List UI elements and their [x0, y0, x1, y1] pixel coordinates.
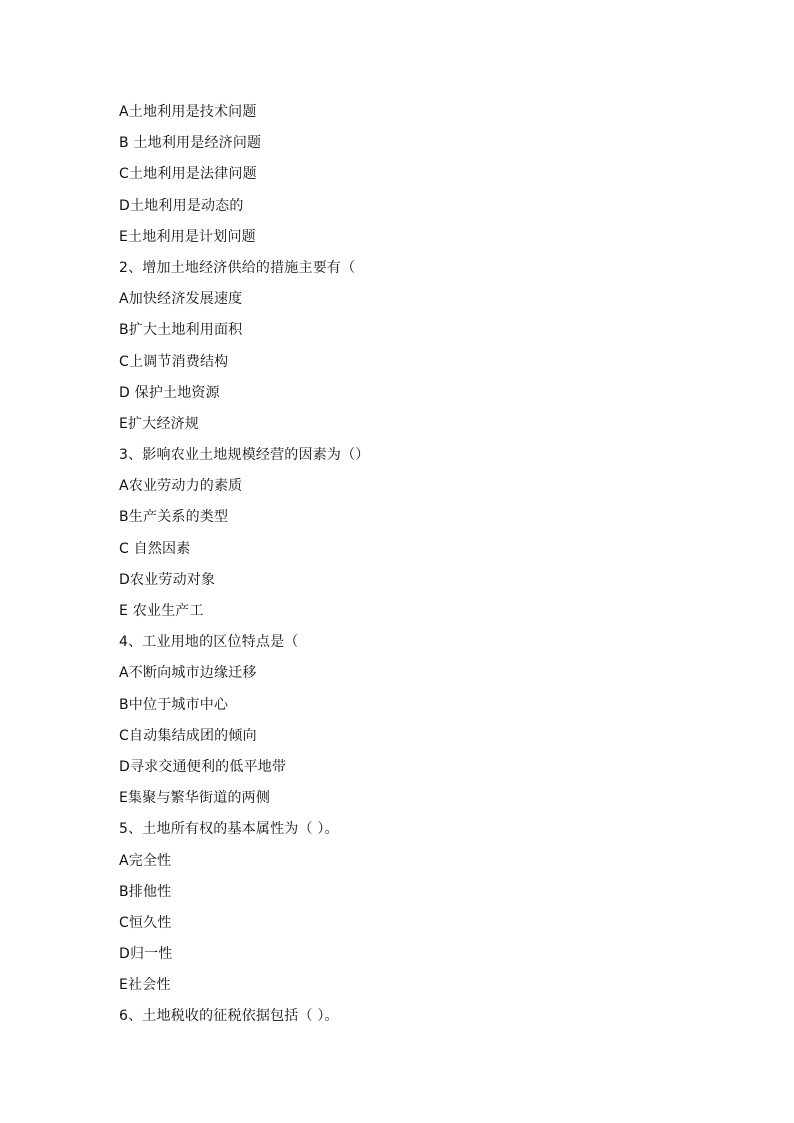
- option-line: A加快经济发展速度: [119, 291, 243, 308]
- question-list: [119, 101, 719, 1037]
- question-line: 6、土地税收的征税依据包括（ ）。: [119, 1008, 339, 1025]
- option-line: E集聚与繁华街道的两侧: [119, 790, 271, 807]
- option-line: C土地利用是法律问题: [119, 166, 257, 183]
- option-line: E 农业生产工: [119, 603, 204, 619]
- option-line: C自动集结成团的倾向: [119, 727, 257, 744]
- question-line: 4、工业用地的区位特点是（: [119, 634, 299, 651]
- option-line: B 土地利用是经济问题: [119, 135, 262, 152]
- option-line: A完全性: [119, 852, 172, 869]
- option-line: D归一性: [119, 946, 173, 963]
- option-line: E土地利用是计划问题: [119, 228, 256, 245]
- option-line: D寻求交通便利的低平地带: [119, 758, 287, 775]
- option-line: B排他性: [119, 883, 172, 900]
- option-line: B生产关系的类型: [119, 509, 229, 526]
- option-line: D土地利用是动态的: [119, 197, 244, 214]
- question-line: 2、增加土地经济供给的措施主要有（: [119, 259, 356, 276]
- option-line: C 自然因素: [119, 540, 191, 557]
- question-line: 3、影响农业土地规模经营的因素为（）: [119, 447, 370, 464]
- option-line: D农业劳动对象: [119, 571, 216, 588]
- option-line: E扩大经济规: [119, 415, 200, 432]
- option-line: A农业劳动力的素质: [119, 478, 243, 495]
- option-line: B扩大土地利用面积: [119, 322, 243, 339]
- option-line: C上调节消费结构: [119, 353, 229, 370]
- option-line: B中位于城市中心: [119, 696, 229, 713]
- question-line: 5、土地所有权的基本属性为（ ）。: [119, 821, 339, 838]
- option-line: C恒久性: [119, 914, 172, 931]
- option-line: E社会性: [119, 977, 171, 994]
- option-line: A不断向城市边缘迁移: [119, 665, 257, 682]
- option-line: D 保护土地资源: [119, 384, 220, 401]
- option-line: A土地利用是技术问题: [119, 104, 257, 120]
